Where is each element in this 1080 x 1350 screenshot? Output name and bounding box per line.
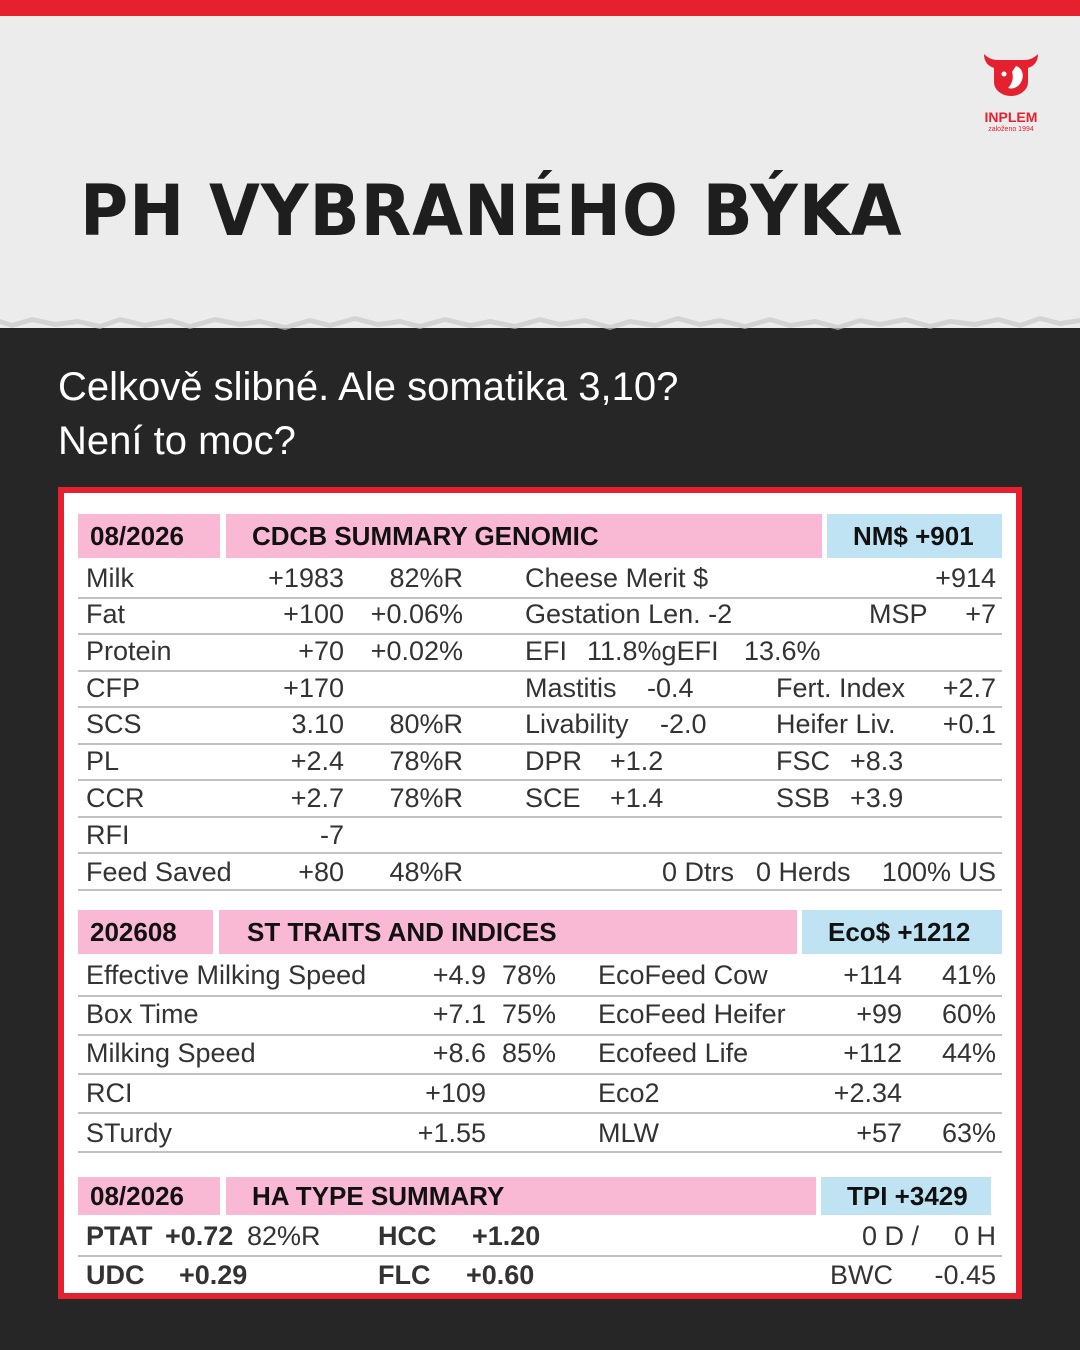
table-row-reliability: 78%R — [389, 783, 463, 813]
table-row-value: +100 — [283, 599, 344, 629]
dpr-label: DPR — [525, 746, 583, 776]
st-date: 202608 — [78, 910, 213, 954]
table-row-label: CFP — [86, 673, 140, 703]
heifer-liv-label: Heifer Liv. — [776, 709, 896, 739]
mastitis-value: -0.4 — [647, 673, 694, 703]
st-eco-badge: Eco$ +1212 — [802, 910, 1002, 954]
table-row-label: RFI — [86, 820, 130, 850]
hcc-label: HCC — [378, 1221, 437, 1251]
table-row-reliability: 75% — [501, 999, 556, 1029]
table-row-label: Fat — [86, 599, 126, 629]
subtitle-text — [58, 360, 678, 468]
table-row-label: EcoFeed Heifer — [598, 999, 786, 1029]
gestation-length: Gestation Len. -2 — [525, 599, 733, 629]
table-row-reliability: +0.02% — [370, 636, 463, 666]
table-row-label: Milking Speed — [86, 1038, 256, 1068]
ha-tpi-badge: TPI +3429 — [821, 1177, 991, 1215]
msp-value: +7 — [965, 599, 996, 629]
fert-index-label: Fert. Index — [776, 673, 906, 703]
msp-label: MSP — [869, 599, 928, 629]
table-row-label: MLW — [598, 1118, 659, 1148]
ptat-label: PTAT — [86, 1221, 153, 1251]
table-row-label: STurdy — [86, 1118, 173, 1148]
table-row-value: +99 — [856, 999, 902, 1029]
hcc-value: +1.20 — [472, 1221, 541, 1251]
bull-head-icon — [978, 48, 1044, 98]
ptat-reliability: 82%R — [247, 1221, 321, 1251]
top-accent-bar — [0, 0, 1080, 16]
table-row-label: RCI — [86, 1078, 133, 1108]
fsc-value: +8.3 — [850, 746, 904, 776]
udc-value: +0.29 — [179, 1260, 248, 1290]
table-row-label: Ecofeed Life — [598, 1038, 749, 1068]
table-row-reliability: 48%R — [389, 857, 463, 887]
table-row-value: +8.6 — [432, 1038, 486, 1068]
ssb-label: SSB — [776, 783, 831, 813]
flc-value: +0.60 — [466, 1260, 535, 1290]
table-row-label: Box Time — [86, 999, 199, 1029]
table-row-value: +114 — [843, 960, 902, 990]
table-row-reliability: 80%R — [389, 709, 463, 739]
table-row-value: +2.7 — [290, 783, 344, 813]
cheese-merit-value: +914 — [935, 563, 996, 593]
table-row-value: +1.55 — [417, 1118, 486, 1148]
udc-label: UDC — [86, 1260, 145, 1290]
table-row-label: Milk — [86, 563, 134, 593]
table-row-value: +7.1 — [432, 999, 486, 1029]
cdcb-title: CDCB SUMMARY GENOMIC — [226, 514, 822, 558]
table-row-reliability: 82%R — [389, 563, 463, 593]
table-row-value: +1983 — [268, 563, 344, 593]
subtitle-line-1: Celkově slibné. Ale somatika 3,10? — [58, 365, 679, 409]
logo-name: INPLEM — [984, 109, 1038, 125]
cdcb-nm-badge: NM$ +901 — [827, 514, 1002, 558]
livability-label: Livability — [525, 709, 629, 739]
page-title: PH VYBRANÉHO BÝKA — [80, 170, 903, 252]
ssb-value: +3.9 — [850, 783, 904, 813]
table-row-label: Eco2 — [598, 1078, 660, 1108]
logo-tagline: založeno 1994 — [988, 126, 1034, 133]
table-row-reliability: 44% — [941, 1038, 996, 1068]
inplem-logo — [978, 48, 1044, 133]
herds-count: 0 Herds — [756, 857, 851, 887]
table-row-label: PL — [86, 746, 120, 776]
table-row-value: +80 — [298, 857, 344, 887]
table-row-reliability: +0.06% — [370, 599, 463, 629]
sce-value: +1.4 — [610, 783, 664, 813]
table-row-value: +4.9 — [432, 960, 486, 990]
heifer-liv-value: +0.1 — [942, 709, 996, 739]
table-row-value: +57 — [856, 1118, 902, 1148]
fsc-label: FSC — [776, 746, 830, 776]
table-row-label: EcoFeed Cow — [598, 960, 768, 990]
table-row-value: +112 — [843, 1038, 902, 1068]
mastitis-label: Mastitis — [525, 673, 617, 703]
efi-label: EFI — [525, 636, 568, 666]
flc-label: FLC — [378, 1260, 431, 1290]
daughters-count: 0 D / — [862, 1221, 920, 1251]
us-percent: 100% US — [881, 857, 996, 887]
sce-label: SCE — [525, 783, 581, 813]
cdcb-date: 08/2026 — [78, 514, 220, 558]
livability-value: -2.0 — [660, 709, 707, 739]
table-row-value: +2.34 — [833, 1078, 902, 1108]
table-row-value: +109 — [425, 1078, 486, 1108]
bwc-value: -0.45 — [934, 1260, 996, 1290]
subtitle-line-2: Není to moc? — [58, 419, 296, 463]
bwc-label: BWC — [830, 1260, 893, 1290]
table-row-label: Effective Milking Speed — [86, 960, 367, 990]
table-row-value: +2.4 — [290, 746, 344, 776]
ha-title: HA TYPE SUMMARY — [226, 1177, 816, 1215]
daughters-count: 0 Dtrs — [662, 857, 735, 887]
table-row-value: +70 — [298, 636, 344, 666]
bull-proof-card — [58, 487, 1022, 1299]
table-row-value: +170 — [283, 673, 344, 703]
table-row-label: CCR — [86, 783, 145, 813]
efi-value: 11.8%gEFI — [587, 636, 719, 666]
table-row-value: -7 — [319, 820, 344, 850]
table-row-reliability: 60% — [941, 999, 996, 1029]
cheese-merit-label: Cheese Merit $ — [525, 563, 709, 593]
dpr-value: +1.2 — [610, 746, 664, 776]
table-row-label: Feed Saved — [86, 857, 232, 887]
table-row-label: Protein — [86, 636, 172, 666]
torn-paper-edge — [0, 290, 1080, 338]
table-row-reliability: 78% — [501, 960, 556, 990]
herds-count: 0 H — [953, 1221, 996, 1251]
table-row-reliability: 78%R — [389, 746, 463, 776]
gefi-value: 13.6% — [744, 636, 821, 666]
table-row-label: SCS — [86, 709, 142, 739]
table-row-reliability: 85% — [501, 1038, 556, 1068]
table-row-reliability: 63% — [941, 1118, 996, 1148]
ptat-value: +0.72 — [165, 1221, 234, 1251]
table-row-reliability: 41% — [941, 960, 996, 990]
table-row-value: 3.10 — [291, 709, 344, 739]
st-title: ST TRAITS AND INDICES — [219, 910, 797, 954]
fert-index-value: +2.7 — [942, 673, 996, 703]
ha-date: 08/2026 — [78, 1177, 220, 1215]
